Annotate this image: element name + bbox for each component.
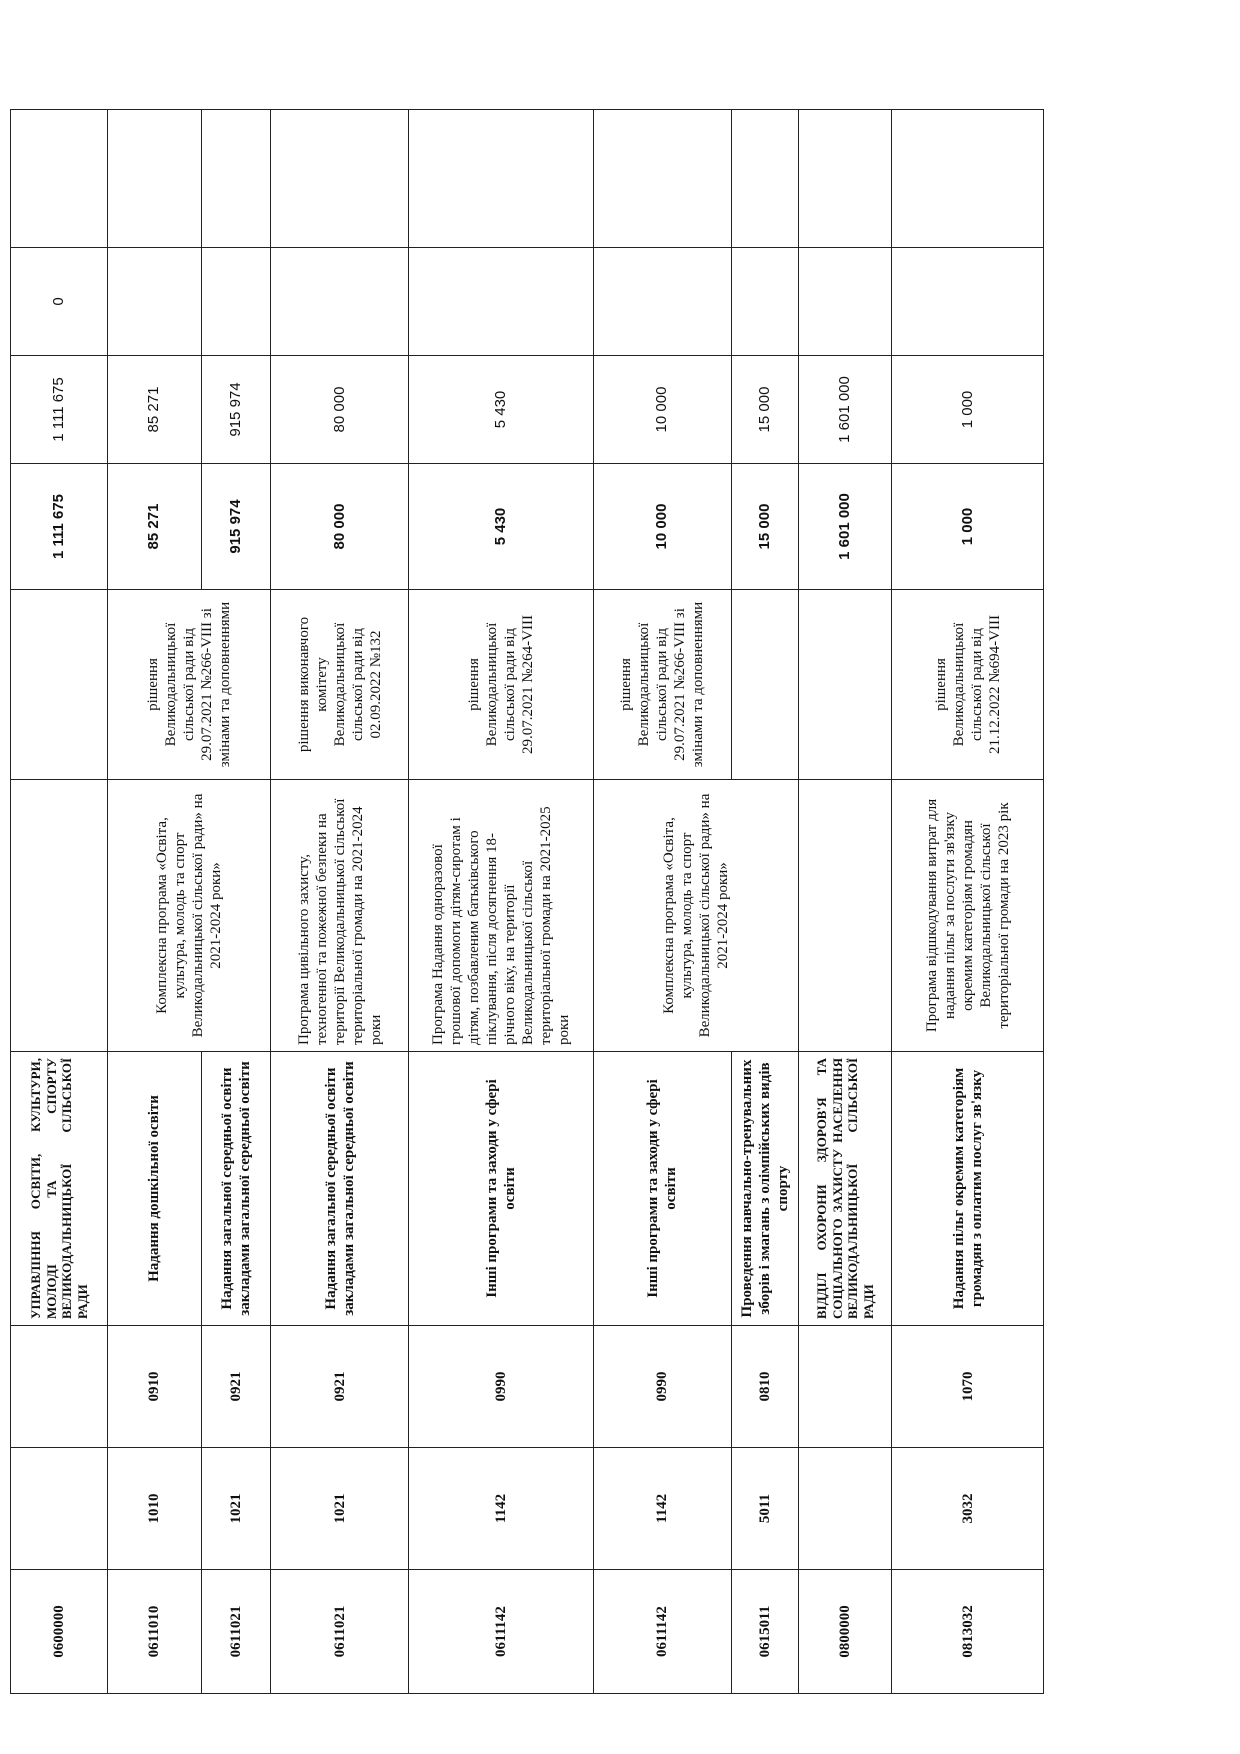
decision-ref — [11, 590, 108, 780]
fkv-code: 1070 — [892, 1326, 1044, 1448]
program-name: Програма відшкодування витрат для надання пільг за послуги зв'язку окремим категоріям громадян Великодальницької сільської територіальної громади на 2023 рік — [892, 780, 1044, 1052]
fkv-code: 0921 — [201, 1326, 270, 1448]
fkv-code: 0990 — [593, 1326, 732, 1448]
tpkv-code: 5011 — [732, 1448, 799, 1570]
fkv-code: 0921 — [270, 1326, 409, 1448]
special-fund-amount — [892, 248, 1044, 356]
kpkv-code: 0813032 — [892, 1570, 1044, 1694]
function-name: Надання загальної середньої освіти закладами загальної середньої освіти — [270, 1052, 409, 1326]
development-budget-amount — [409, 110, 593, 248]
tpkv-code: 1142 — [593, 1448, 732, 1570]
total-amount: 85 271 — [108, 464, 201, 590]
special-fund-amount — [270, 248, 409, 356]
general-fund-amount: 15 000 — [732, 356, 799, 464]
special-fund-amount — [108, 248, 201, 356]
table-row — [593, 110, 732, 1694]
development-budget-amount — [799, 110, 892, 248]
decision-ref: рішення Великодальницької сільської ради від 29.07.2021 №266-VIII зі змінами та доповненнями — [108, 590, 270, 780]
kpkv-code: 0611010 — [108, 1570, 201, 1694]
tpkv-code: 1142 — [409, 1448, 593, 1570]
general-fund-amount: 1 111 675 — [11, 356, 108, 464]
program-name: Програма цивільного захисту, техногенної та пожежної безпеки на території Великодальницької сільської територіальної громади на 2021-2024 роки — [270, 780, 409, 1052]
fkv-code: 0990 — [409, 1326, 593, 1448]
general-fund-amount: 80 000 — [270, 356, 409, 464]
department-name: УПРАВЛІННЯ ОСВІТИ, КУЛЬТУРИ, МОЛОДІ ТА СПОРТУ ВЕЛИКОДАЛЬНИЦЬКОЇ СІЛЬСЬКОЇ РАДИ — [11, 1052, 108, 1326]
development-budget-amount — [593, 110, 732, 248]
total-amount: 5 430 — [409, 464, 593, 590]
development-budget-amount — [201, 110, 270, 248]
function-name: Інші програми та заходи у сфері освіти — [409, 1052, 593, 1326]
tpkv-code: 1021 — [270, 1448, 409, 1570]
table-row — [270, 110, 409, 1694]
rotated-budget-table — [10, 110, 1044, 1694]
function-name: Інші програми та заходи у сфері освіти — [593, 1052, 732, 1326]
kpkv-code: 0800000 — [799, 1570, 892, 1694]
kpkv-code: 0611142 — [593, 1570, 732, 1694]
total-amount: 1 601 000 — [799, 464, 892, 590]
special-fund-amount — [732, 248, 799, 356]
fkv-code: 0910 — [108, 1326, 201, 1448]
tpkv-code: 1021 — [201, 1448, 270, 1570]
total-amount: 15 000 — [732, 464, 799, 590]
special-fund-amount — [593, 248, 732, 356]
general-fund-amount: 1 601 000 — [799, 356, 892, 464]
table-row — [799, 110, 892, 1694]
total-amount: 1 000 — [892, 464, 1044, 590]
tpkv-code: 3032 — [892, 1448, 1044, 1570]
development-budget-amount — [892, 110, 1044, 248]
total-amount: 10 000 — [593, 464, 732, 590]
table-row — [108, 110, 201, 1694]
general-fund-amount: 5 430 — [409, 356, 593, 464]
function-name: Надання дошкільної освіти — [108, 1052, 201, 1326]
decision-ref: рішення Великодальницької сільської ради від 29.07.2021 №266-VIII зі змінами та доповненнями — [593, 590, 732, 780]
kpkv-code: 0611021 — [270, 1570, 409, 1694]
decision-ref: рішення Великодальницької сільської ради від 21.12.2022 №694-VIII — [892, 590, 1044, 780]
fkv-code: 0810 — [732, 1326, 799, 1448]
decision-ref — [799, 590, 892, 780]
special-fund-amount — [799, 248, 892, 356]
general-fund-amount: 85 271 — [108, 356, 201, 464]
program-name: Програма Надання одноразової грошової допомоги дітям-сиротам і дітям, позбавленим батьківського піклування, після досягнення 18-річного віку, на території Великодальницької сільської територіальної громади на 2021-2025 роки — [409, 780, 593, 1052]
program-name: Комплексна програма «Освіта, культура, молодь та спорт Великодальницької сільської ради» на 2021-2024 роки» — [108, 780, 270, 1052]
special-fund-amount: 0 — [11, 248, 108, 356]
function-name: Надання загальної середньої освіти закладами загальної середньої освіти — [201, 1052, 270, 1326]
decision-ref: рішення виконавчого комітету Великодальницької сільської ради від 02.09.2022 №132 — [270, 590, 409, 780]
general-fund-amount: 1 000 — [892, 356, 1044, 464]
budget-programs-table — [10, 109, 1044, 1694]
program-name — [11, 780, 108, 1052]
kpkv-code: 0611021 — [201, 1570, 270, 1694]
total-amount: 915 974 — [201, 464, 270, 590]
kpkv-code: 0615011 — [732, 1570, 799, 1694]
total-amount: 80 000 — [270, 464, 409, 590]
function-name: Проведення навчально-тренувальних зборів і змагань з олімпійських видів спорту — [732, 1052, 799, 1326]
table-row — [409, 110, 593, 1694]
development-budget-amount — [108, 110, 201, 248]
fkv-code — [11, 1326, 108, 1448]
general-fund-amount: 915 974 — [201, 356, 270, 464]
total-amount: 1 111 675 — [11, 464, 108, 590]
function-name: Надання пільг окремим категоріям громадян з оплатим послуг зв'язку — [892, 1052, 1044, 1326]
fkv-code — [799, 1326, 892, 1448]
department-name: ВІДДІЛ ОХОРОНИ ЗДОРОВ'Я ТА СОЦІАЛЬНОГО ЗАХИСТУ НАСЕЛЕННЯ ВЕЛИКОДАЛЬНИЦЬКОЇ СІЛЬСЬКОЇ РАДИ — [799, 1052, 892, 1326]
tpkv-code: 1010 — [108, 1448, 201, 1570]
development-budget-amount — [11, 110, 108, 248]
kpkv-code: 0611142 — [409, 1570, 593, 1694]
development-budget-amount — [270, 110, 409, 248]
program-name — [799, 780, 892, 1052]
development-budget-amount — [732, 110, 799, 248]
general-fund-amount: 10 000 — [593, 356, 732, 464]
program-name: Комплексна програма «Освіта, культура, молодь та спорт Великодальницької сільської ради» на 2021-2024 роки» — [593, 780, 799, 1052]
table-row — [892, 110, 1044, 1694]
tpkv-code — [11, 1448, 108, 1570]
tpkv-code — [799, 1448, 892, 1570]
special-fund-amount — [201, 248, 270, 356]
decision-ref: рішення Великодальницької сільської ради від 29.07.2021 №264-VIII — [409, 590, 593, 780]
decision-ref — [732, 590, 799, 780]
special-fund-amount — [409, 248, 593, 356]
kpkv-code: 0600000 — [11, 1570, 108, 1694]
table-row — [11, 110, 108, 1694]
